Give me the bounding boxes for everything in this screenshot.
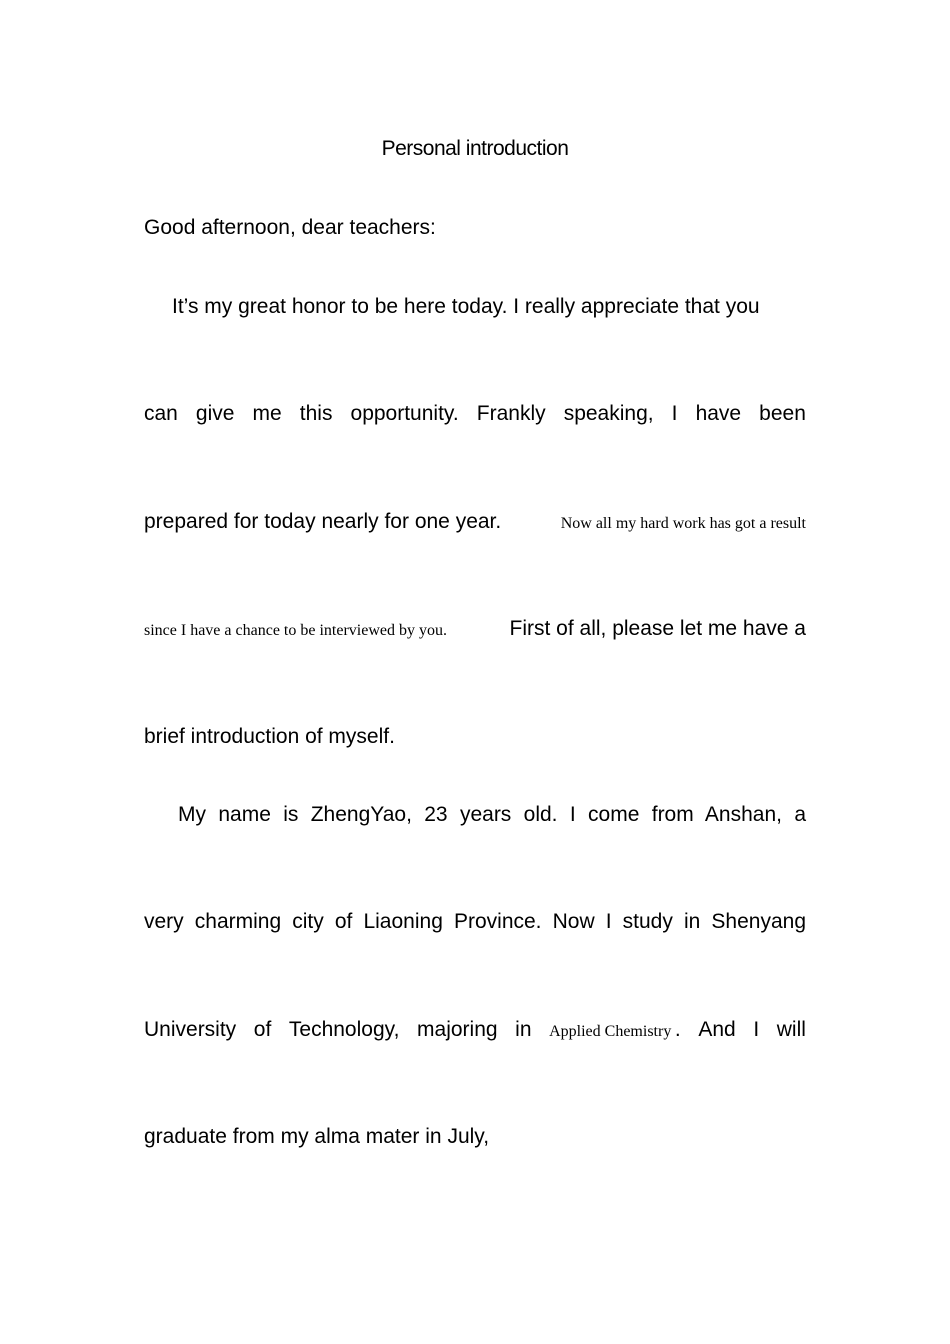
word: can	[144, 402, 178, 425]
paragraph1-line5: brief introduction of myself.	[144, 725, 395, 748]
document-title: Personal introduction	[381, 137, 569, 160]
sans-text: prepared for today nearly for one year.	[144, 510, 502, 533]
word: I	[753, 1018, 760, 1041]
paragraph2-line4: graduate from my alma mater in July,	[144, 1125, 490, 1148]
word: opportunity.	[350, 402, 459, 425]
paragraph2-line2: very charming city of Liaoning Province. Now I study in Shenyang	[144, 910, 806, 933]
paragraph1-line1: It’s my great honor to be here today. I really appreciate that you	[172, 295, 760, 318]
serif-text: Applied Chemistry	[549, 1023, 672, 1040]
word: me	[252, 402, 282, 425]
word: of	[253, 1018, 272, 1041]
word: Frankly	[476, 402, 546, 425]
word: have	[695, 402, 742, 425]
word: will	[776, 1018, 806, 1041]
paragraph1-line3	[144, 507, 806, 537]
word: I	[671, 402, 678, 425]
paragraph2-line3	[144, 1015, 806, 1045]
word: Technology,	[288, 1018, 400, 1041]
word: been	[759, 402, 806, 425]
paragraph1-line2	[144, 399, 806, 429]
word: .	[674, 1018, 681, 1041]
word: this	[299, 402, 333, 425]
serif-text: Now all my hard work has got a result	[560, 515, 806, 532]
paragraph1-line4	[144, 614, 806, 644]
serif-text: since I have a chance to be interviewed by you.	[144, 622, 447, 639]
word: in	[515, 1018, 532, 1041]
sans-text: First of all, please let me have a	[509, 617, 806, 640]
greeting-line: Good afternoon, dear teachers:	[144, 216, 436, 239]
word: majoring	[417, 1018, 498, 1041]
word: speaking,	[563, 402, 654, 425]
word: give	[195, 402, 235, 425]
word: And	[698, 1018, 736, 1041]
paragraph2-line1: My name is ZhengYao, 23 years old. I come from Anshan, a	[178, 803, 806, 826]
word: University	[144, 1018, 237, 1041]
